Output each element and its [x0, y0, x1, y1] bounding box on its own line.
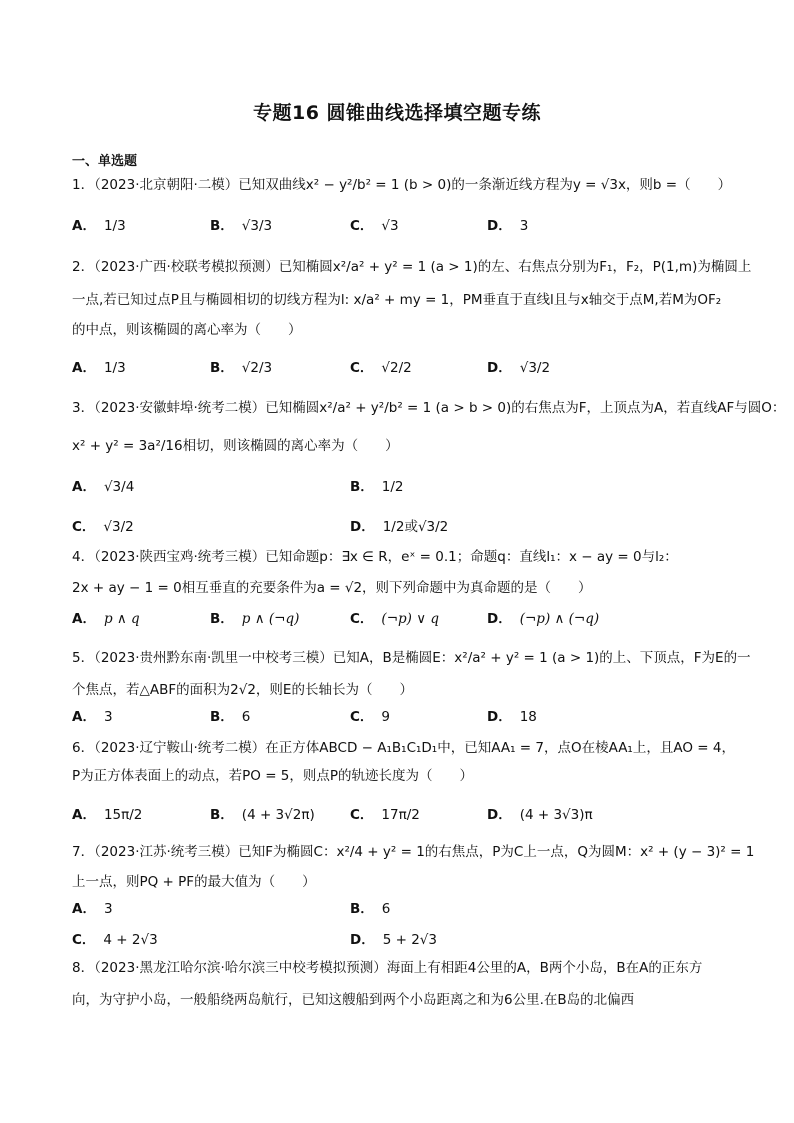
question-7-line-2: 上一点，则PQ + PF的最大值为（ ）: [72, 874, 316, 890]
question-5-line-1: 5．（2023·贵州黔东南·凯里一中校考三模）已知A，B是椭圆E：x²/a² + y² = 1 (a > 1)的上、下顶点，F为E的一: [72, 650, 751, 666]
q6-option-b[interactable]: B． (4 + 3√2π): [210, 807, 315, 823]
q6-option-c[interactable]: C． 17π/2: [350, 807, 420, 823]
q1-option-b[interactable]: B． √3/3: [210, 218, 273, 234]
q1-option-a[interactable]: A． 1/3: [72, 218, 126, 234]
question-4-line-2: 2x + ay − 1 = 0相互垂直的充要条件为a = √2，则下列命题中为真命题的是（ ）: [72, 580, 592, 596]
question-2-line-3: 的中点，则该椭圆的离心率为（ ）: [72, 322, 302, 338]
q4-option-d[interactable]: D． (¬p) ∧ (¬q): [487, 611, 600, 627]
page-title: 专题16 圆锥曲线选择填空题专练: [252, 102, 542, 124]
q3-option-b[interactable]: B． 1/2: [350, 479, 404, 495]
q1-option-d[interactable]: D． 3: [487, 218, 529, 234]
q7-option-b[interactable]: B． 6: [350, 901, 391, 917]
q3-option-d[interactable]: D． 1/2或√3/2: [350, 519, 449, 535]
question-1-line-1: 1．（2023·北京朝阳·二模）已知双曲线x² − y²/b² = 1 (b > 0)的一条渐近线方程为y = √3x，则b =（ ）: [72, 177, 732, 193]
q7-option-a[interactable]: A． 3: [72, 901, 113, 917]
q4-option-a[interactable]: A． p ∧ q: [72, 611, 140, 627]
q7-option-c[interactable]: C． 4 + 2√3: [72, 932, 158, 948]
q7-option-d[interactable]: D． 5 + 2√3: [350, 932, 437, 948]
q6-option-d[interactable]: D． (4 + 3√3)π: [487, 807, 593, 823]
q2-option-a[interactable]: A． 1/3: [72, 360, 126, 376]
question-6-line-1: 6．（2023·辽宁鞍山·统考二模）在正方体ABCD − A₁B₁C₁D₁中，已知AA₁ = 7，点O在棱AA₁上，且AO = 4，: [72, 740, 735, 756]
q6-option-a[interactable]: A． 15π/2: [72, 807, 143, 823]
q5-option-a[interactable]: A． 3: [72, 709, 113, 725]
q2-option-c[interactable]: C． √2/2: [350, 360, 412, 376]
question-3-line-1: 3．（2023·安徽蚌埠·统考二模）已知椭圆x²/a² + y²/b² = 1 (a > b > 0)的右焦点为F，上顶点为A，若直线AF与圆O：: [72, 400, 786, 416]
q5-option-d[interactable]: D． 18: [487, 709, 537, 725]
q5-option-b[interactable]: B． 6: [210, 709, 251, 725]
section-heading: 一、单选题: [72, 154, 138, 169]
question-8-line-1: 8．（2023·黑龙江哈尔滨·哈尔滨三中校考模拟预测）海面上有相距4公里的A，B两个小岛，B在A的正东方: [72, 960, 703, 976]
q3-option-c[interactable]: C． √3/2: [72, 519, 134, 535]
question-2-line-2: 一点,若已知过点P且与椭圆相切的切线方程为l: x/a² + my = 1，PM垂直于直线l且与x轴交于点M,若M为OF₂: [72, 292, 722, 308]
question-8-line-2: 向，为守护小岛，一般船绕两岛航行，已知这艘船到两个小岛距离之和为6公里.在B岛的北偏西: [72, 992, 635, 1008]
q2-option-d[interactable]: D． √3/2: [487, 360, 551, 376]
question-5-line-2: 个焦点，若△ABF的面积为2√2，则E的长轴长为（ ）: [72, 682, 413, 698]
q4-option-c[interactable]: C． (¬p) ∨ q: [350, 611, 440, 627]
q4-option-b[interactable]: B． p ∧ (¬q): [210, 611, 300, 627]
q1-option-c[interactable]: C． √3: [350, 218, 399, 234]
q5-option-c[interactable]: C． 9: [350, 709, 391, 725]
question-3-line-2: x² + y² = 3a²/16相切，则该椭圆的离心率为（ ）: [72, 438, 399, 454]
question-2-line-1: 2．（2023·广西·校联考模拟预测）已知椭圆x²/a² + y² = 1 (a > 1)的左、右焦点分别为F₁，F₂，P(1,m)为椭圆上: [72, 259, 752, 275]
question-6-line-2: P为正方体表面上的动点，若PO = 5，则点P的轨迹长度为（ ）: [72, 768, 474, 784]
question-7-line-1: 7．（2023·江苏·统考三模）已知F为椭圆C：x²/4 + y² = 1的右焦点，P为C上一点，Q为圆M：x² + (y − 3)² = 1: [72, 844, 755, 860]
q2-option-b[interactable]: B． √2/3: [210, 360, 273, 376]
question-4-line-1: 4．（2023·陕西宝鸡·统考三模）已知命题p：∃x ∈ R，eˣ = 0.1；命题q：直线l₁：x − ay = 0与l₂：: [72, 549, 678, 565]
q3-option-a[interactable]: A． √3/4: [72, 479, 135, 495]
